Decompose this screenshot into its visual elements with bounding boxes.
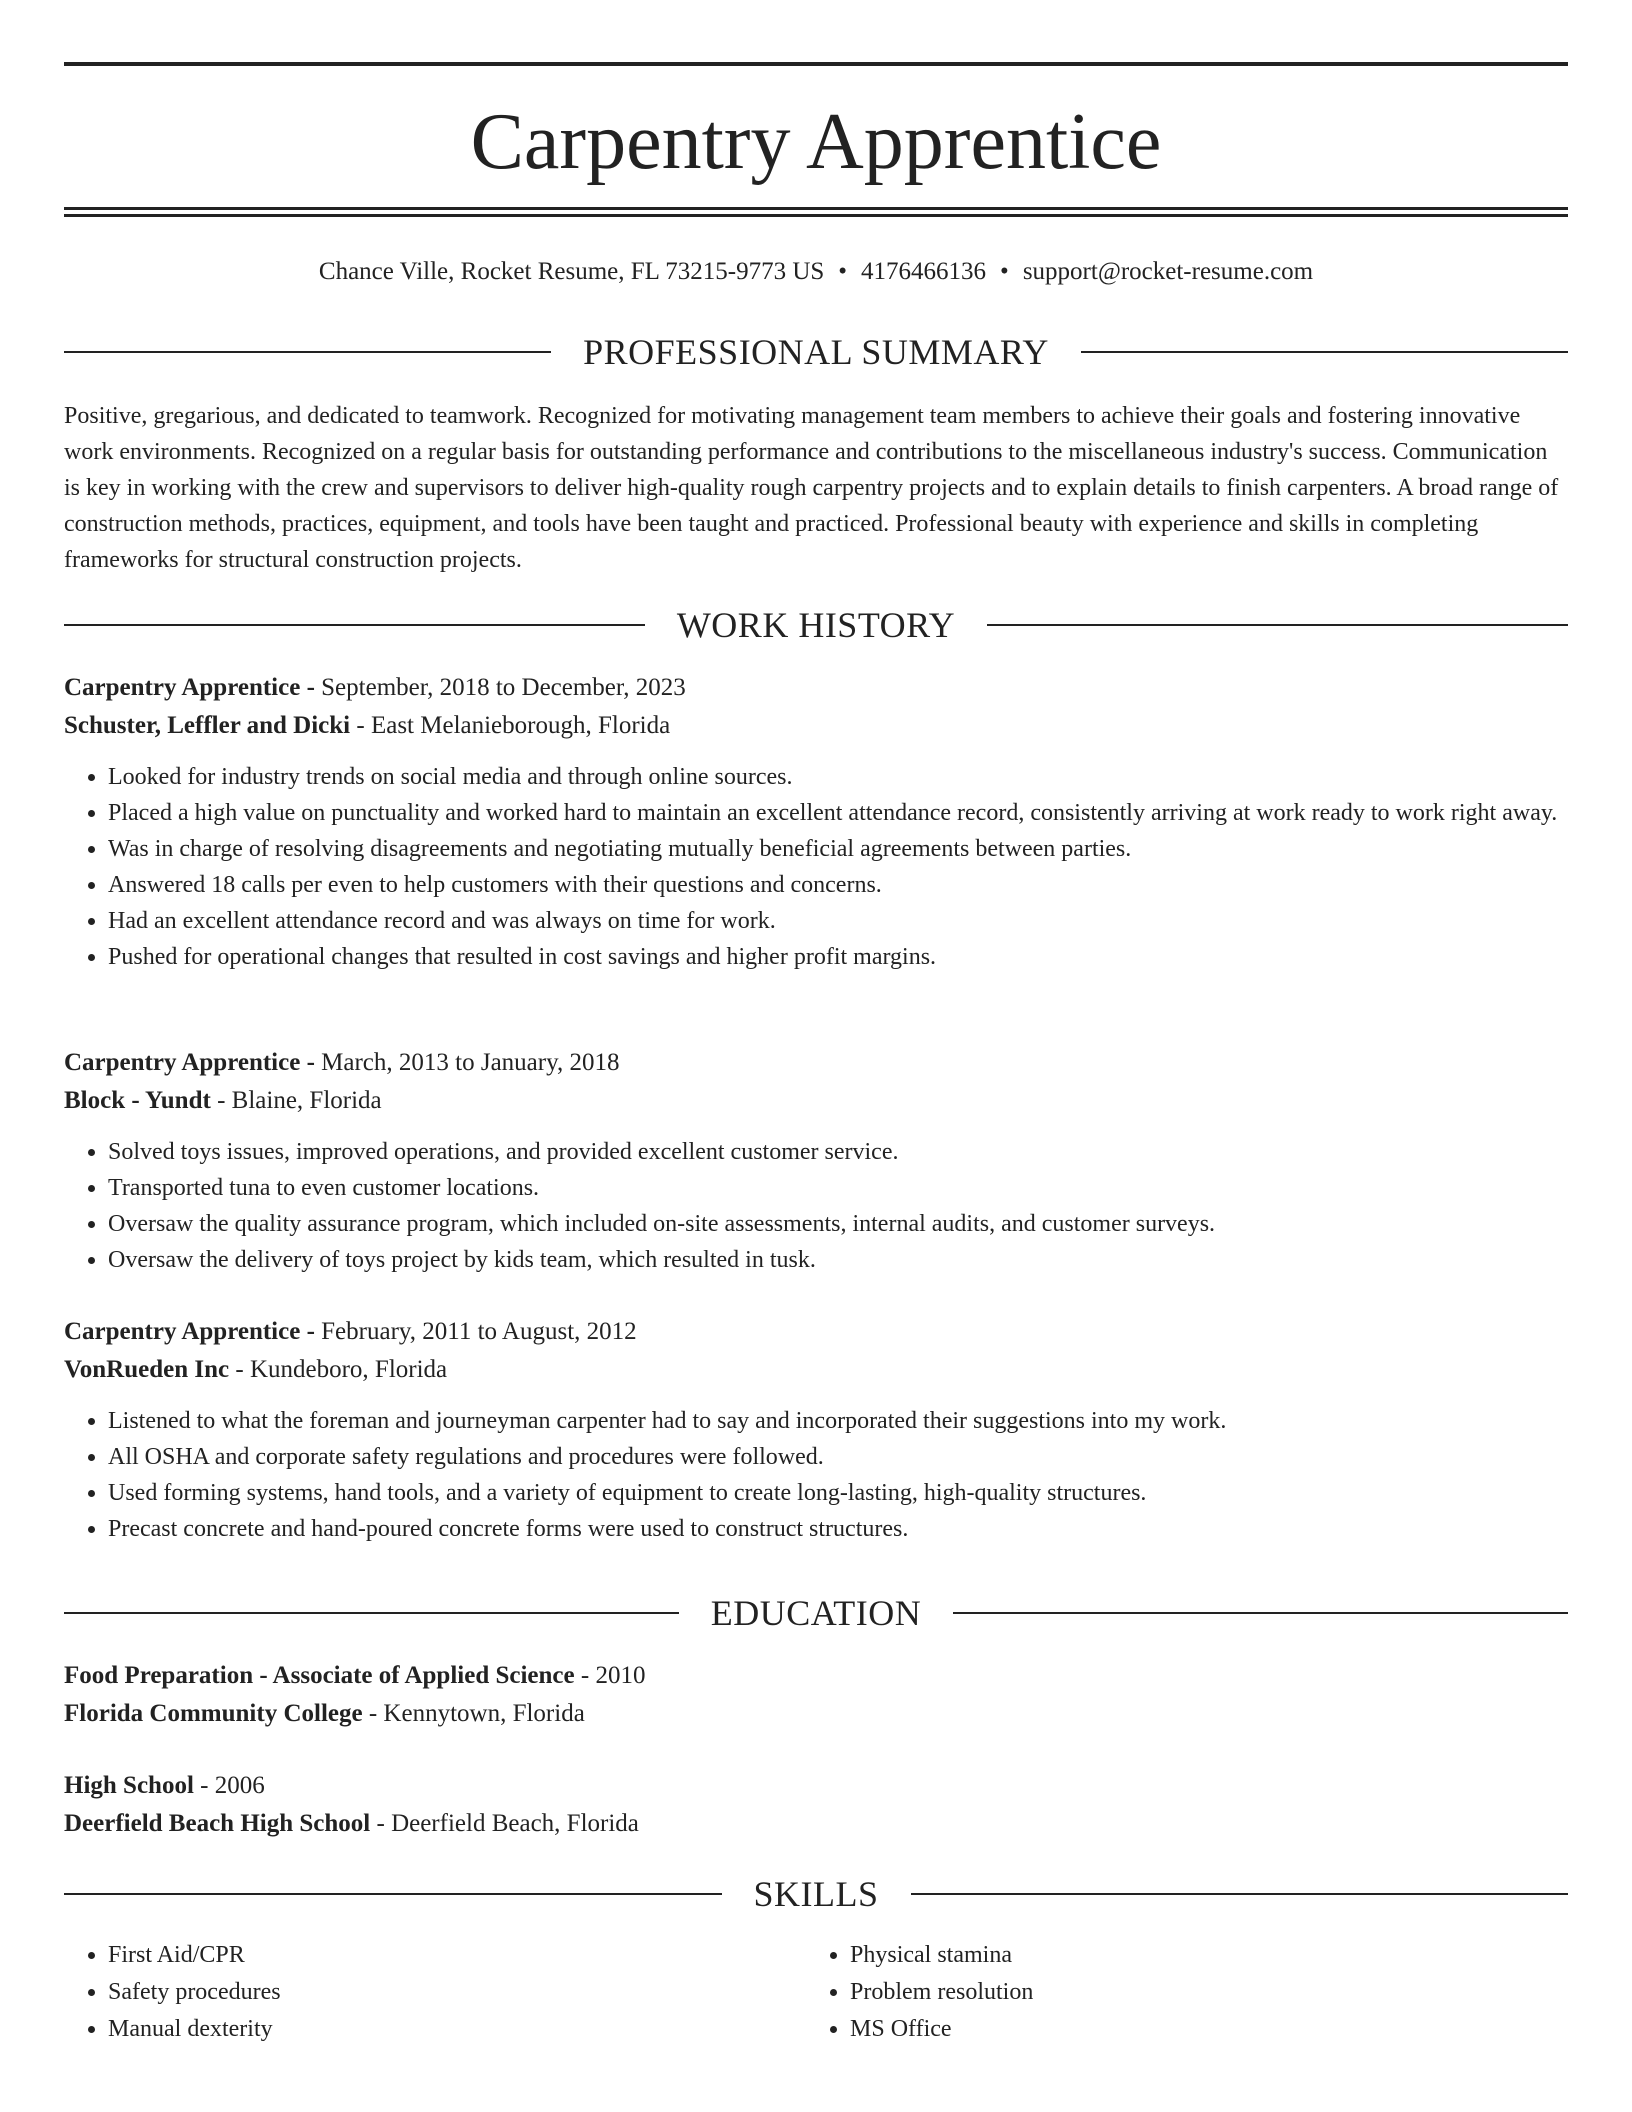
- resume-title: Carpentry Apprentice: [470, 98, 1162, 186]
- skill-item: • Safety procedures: [108, 1974, 806, 2011]
- education-degree-line: [64, 1767, 1568, 1805]
- job-bullets: [64, 759, 1568, 975]
- dash: -: [210, 1087, 232, 1114]
- contact-separator: •: [838, 258, 848, 285]
- job-dates: February, 2011 to August, 2012: [321, 1318, 637, 1345]
- job-entry: [64, 669, 1568, 975]
- contact-email: support@rocket-resume.com: [1022, 258, 1314, 285]
- heading-rule: [64, 624, 645, 626]
- heading-rule: [1081, 351, 1568, 353]
- job-location: Kundeboro, Florida: [249, 1356, 448, 1383]
- job-bullet: • Listened to what the foreman and journeyman carpenter had to say and incorporated their suggestions into my work.: [108, 1403, 1568, 1439]
- skill-item: • Manual dexterity: [108, 2011, 806, 2048]
- job-company-line: [64, 1082, 1568, 1120]
- job-bullet: • Solved toys issues, improved operations, and provided excellent customer service.: [108, 1134, 1568, 1170]
- title-double-rule: [64, 207, 1568, 217]
- summary-heading-label: PROFESSIONAL SUMMARY: [583, 332, 1049, 372]
- job-title: Carpentry Apprentice: [64, 674, 301, 701]
- job-title: Carpentry Apprentice: [64, 1318, 301, 1345]
- skills-column-right: [806, 1937, 1548, 2048]
- education-school: Florida Community College: [64, 1700, 363, 1727]
- job-company: VonRueden Inc: [64, 1356, 230, 1383]
- skill-item: • Problem resolution: [850, 1974, 1548, 2011]
- job-bullet: • Pushed for operational changes that resulted in cost savings and higher profit margins.: [108, 939, 1568, 975]
- job-bullet: • Placed a high value on punctuality and worked hard to maintain an excellent attendance record, consistently arriving at work ready to work right away.: [108, 795, 1568, 831]
- dash: -: [300, 1318, 322, 1345]
- dash: -: [229, 1356, 250, 1383]
- skill-item: • MS Office: [850, 2011, 1548, 2048]
- education-school-line: [64, 1805, 1568, 1843]
- job-dates: September, 2018 to December, 2023: [321, 674, 686, 701]
- contact-phone: 4176466136: [861, 258, 987, 285]
- job-entry: [64, 1044, 1568, 1278]
- education-heading-label: EDUCATION: [710, 1593, 922, 1633]
- job-bullet: • Transported tuna to even customer locations.: [108, 1170, 1568, 1206]
- dash: -: [362, 1700, 384, 1727]
- job-dates: March, 2013 to January, 2018: [321, 1049, 620, 1076]
- job-entry: [64, 1313, 1568, 1547]
- job-bullet: • Looked for industry trends on social media and through online sources.: [108, 759, 1568, 795]
- top-rule: [64, 62, 1568, 66]
- summary-heading: [64, 329, 1568, 375]
- education-school-line: [64, 1695, 1568, 1733]
- job-company: Schuster, Leffler and Dicki: [64, 712, 351, 739]
- job-company-line: [64, 1351, 1568, 1389]
- job-company: Block - Yundt: [64, 1087, 211, 1114]
- education-year: 2010: [595, 1662, 646, 1689]
- job-bullet: • All OSHA and corporate safety regulations and procedures were followed.: [108, 1439, 1568, 1475]
- education-entry: [64, 1767, 1568, 1843]
- contact-line: [64, 254, 1568, 290]
- job-title-line: [64, 1044, 1568, 1082]
- education-school: Deerfield Beach High School: [64, 1810, 371, 1837]
- education-entry: [64, 1657, 1568, 1733]
- education-degree: High School: [64, 1772, 194, 1799]
- job-location: East Melanieborough, Florida: [370, 712, 671, 739]
- heading-rule: [64, 1893, 722, 1895]
- job-title: Carpentry Apprentice: [64, 1049, 301, 1076]
- job-company-line: [64, 707, 1568, 745]
- work-heading: [64, 602, 1568, 648]
- contact-address: Chance Ville, Rocket Resume, FL 73215-9773 US: [318, 258, 825, 285]
- education-location: Deerfield Beach, Florida: [391, 1810, 639, 1837]
- work-heading-label: WORK HISTORY: [676, 605, 956, 645]
- heading-rule: [987, 624, 1568, 626]
- skills-list: [64, 1937, 1568, 2048]
- education-location: Kennytown, Florida: [383, 1700, 585, 1727]
- education-degree: Food Preparation - Associate of Applied Science: [64, 1662, 575, 1689]
- heading-rule: [953, 1612, 1568, 1614]
- job-bullet: • Used forming systems, hand tools, and a variety of equipment to create long-lasting, high-quality structures.: [108, 1475, 1568, 1511]
- dash: -: [370, 1810, 392, 1837]
- dash: -: [300, 674, 322, 701]
- job-bullet: • Was in charge of resolving disagreements and negotiating mutually beneficial agreements between parties.: [108, 831, 1568, 867]
- skills-column-left: [64, 1937, 806, 2048]
- dash: -: [193, 1772, 215, 1799]
- education-year: 2006: [214, 1772, 265, 1799]
- job-bullet: • Precast concrete and hand-poured concrete forms were used to construct structures.: [108, 1511, 1568, 1547]
- heading-rule: [64, 351, 551, 353]
- skills-heading: [64, 1871, 1568, 1917]
- contact-separator: •: [1000, 258, 1009, 285]
- job-bullet: • Oversaw the delivery of toys project by kids team, which resulted in tusk.: [108, 1242, 1568, 1278]
- dash: -: [300, 1049, 322, 1076]
- summary-text: Positive, gregarious, and dedicated to teamwork. Recognized for motivating management team members to achieve their goals and fostering innovative work environments. Recognized on a regular basis for outstanding performance and contributions to the miscellaneous industry's success. Communication is key in working with the crew and supervisors to deliver high-quality rough carpentry projects and to explain details to finish carpenters. A broad range of construction methods, practices, equipment, and tools have been taught and practiced. Professional beauty with experience and skills in completing frameworks for structural construction projects.: [64, 403, 1559, 573]
- job-bullet: • Oversaw the quality assurance program, which included on-site assessments, internal audits, and customer surveys.: [108, 1206, 1568, 1242]
- job-location: Blaine, Florida: [231, 1087, 382, 1114]
- job-bullet: • Answered 18 calls per even to help customers with their questions and concerns.: [108, 867, 1568, 903]
- job-bullets: [64, 1134, 1568, 1278]
- job-bullet: • Had an excellent attendance record and was always on time for work.: [108, 903, 1568, 939]
- skills-heading-label: SKILLS: [753, 1874, 879, 1914]
- job-title-line: [64, 1313, 1568, 1351]
- heading-rule: [64, 1612, 679, 1614]
- dash: -: [350, 712, 371, 739]
- job-title-line: [64, 669, 1568, 707]
- dash: -: [574, 1662, 596, 1689]
- education-degree-line: [64, 1657, 1568, 1695]
- skill-item: • First Aid/CPR: [108, 1937, 806, 1974]
- heading-rule: [911, 1893, 1569, 1895]
- job-bullets: [64, 1403, 1568, 1547]
- education-heading: [64, 1590, 1568, 1636]
- skill-item: • Physical stamina: [850, 1937, 1548, 1974]
